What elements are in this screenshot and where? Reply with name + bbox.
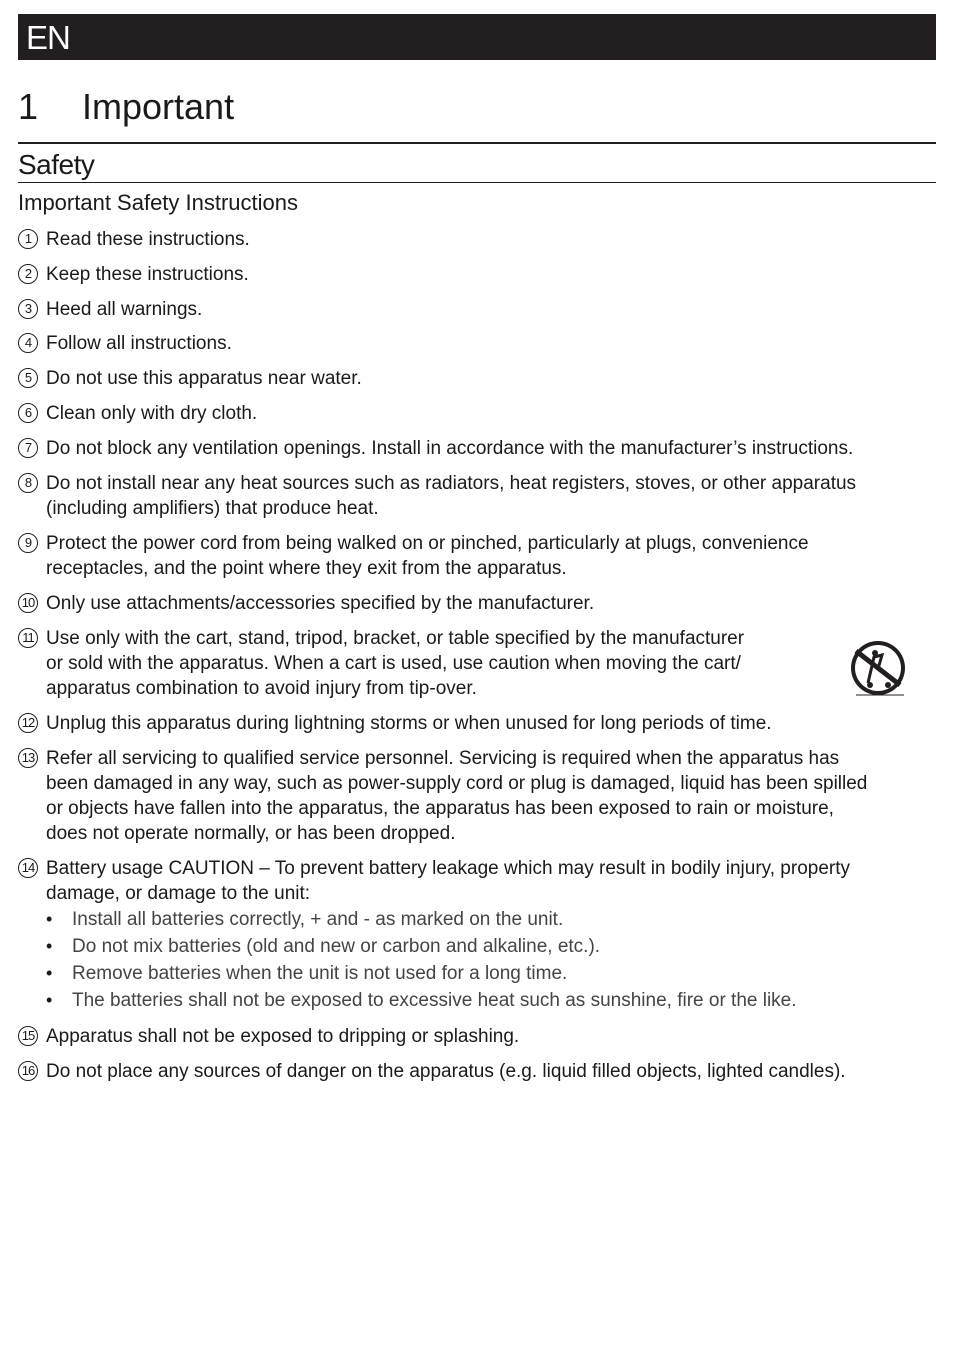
item-number-badge: 9: [18, 533, 38, 553]
language-tag: EN: [26, 19, 70, 56]
item-number-badge: 4: [18, 333, 38, 353]
bullet-dot-icon: •: [46, 909, 53, 929]
item-text-line: Use only with the cart, stand, tripod, bracket, or table specified by the manufacturer: [46, 628, 745, 649]
language-tag-bar: [18, 14, 936, 60]
cart-tip-over-warning-icon: [848, 639, 908, 697]
item-text-line: Clean only with dry cloth.: [46, 403, 258, 424]
item-text-line: Protect the power cord from being walked on or pinched, particularly at plugs, convenience: [46, 533, 809, 554]
item-number-badge: 2: [18, 264, 38, 284]
item-text-line: does not operate normally, or has been dropped.: [46, 823, 456, 844]
item-text-line: or objects have fallen into the apparatus, the apparatus has been exposed to rain or moisture,: [46, 798, 834, 819]
item-text-line: Do not block any ventilation openings. Install in accordance with the manufacturer’s instructions.: [46, 438, 854, 459]
item-text-line: Battery usage CAUTION – To prevent battery leakage which may result in bodily injury, property: [46, 858, 851, 879]
item-number-badge: 7: [18, 438, 38, 458]
item-text-line: Do not use this apparatus near water.: [46, 368, 362, 389]
item-number-badge: 13: [18, 748, 38, 768]
bullet-dot-icon: •: [46, 963, 53, 983]
item-text-line: Apparatus shall not be exposed to dripping or splashing.: [46, 1026, 520, 1047]
item-number-badge: 1: [18, 229, 38, 249]
bullet-text: The batteries shall not be exposed to excessive heat such as sunshine, fire or the like.: [72, 990, 797, 1011]
item-number-badge: 8: [18, 473, 38, 493]
item-text-line: Keep these instructions.: [46, 264, 249, 285]
item-number-badge: 6: [18, 403, 38, 423]
item-number-badge: 14: [18, 858, 38, 878]
item-number-badge: 10: [18, 593, 38, 613]
item-text-line: receptacles, and the point where they exit from the apparatus.: [46, 558, 567, 579]
item-text-line: Only use attachments/accessories specified by the manufacturer.: [46, 593, 595, 614]
chapter-title: Important: [82, 86, 235, 127]
item-number-badge: 3: [18, 299, 38, 319]
item-text-line: (including amplifiers) that produce heat.: [46, 498, 379, 519]
item-number-badge: 16: [18, 1061, 38, 1081]
bullet-text: Install all batteries correctly, + and - as marked on the unit.: [72, 909, 564, 930]
subheading: Important Safety Instructions: [18, 190, 299, 215]
item-text-line: Do not place any sources of danger on the apparatus (e.g. liquid filled objects, lighted candles).: [46, 1061, 846, 1082]
item-text-line: or sold with the apparatus. When a cart is used, use caution when moving the cart/: [46, 653, 741, 674]
bullet-dot-icon: •: [46, 936, 53, 956]
bullet-text: Remove batteries when the unit is not used for a long time.: [72, 963, 568, 984]
item-text-line: Unplug this apparatus during lightning storms or when unused for long periods of time.: [46, 713, 772, 734]
bullet-text: Do not mix batteries (old and new or carbon and alkaline, etc.).: [72, 936, 601, 957]
item-number-badge: 11: [18, 628, 38, 648]
chapter-number: 1: [18, 86, 39, 127]
item-text-line: Refer all servicing to qualified service personnel. Servicing is required when the apparatus has: [46, 748, 840, 769]
item-text-line: apparatus combination to avoid injury from tip-over.: [46, 678, 477, 699]
item-number-badge: 12: [18, 713, 38, 733]
item-text-line: Heed all warnings.: [46, 299, 203, 320]
chapter-heading: [18, 86, 936, 144]
item-number-badge: 15: [18, 1026, 38, 1046]
item-text-line: Do not install near any heat sources such as radiators, heat registers, stoves, or other apparatus: [46, 473, 857, 494]
item-text-line: Follow all instructions.: [46, 333, 232, 354]
bullet-dot-icon: •: [46, 990, 53, 1010]
item-text-line: Read these instructions.: [46, 229, 250, 250]
section-heading: [18, 148, 936, 183]
section-title: Safety: [18, 149, 95, 180]
item-number-badge: 5: [18, 368, 38, 388]
item-text-line: been damaged in any way, such as power-supply cord or plug is damaged, liquid has been spilled: [46, 773, 868, 794]
item-text-line: damage, or damage to the unit:: [46, 883, 311, 904]
